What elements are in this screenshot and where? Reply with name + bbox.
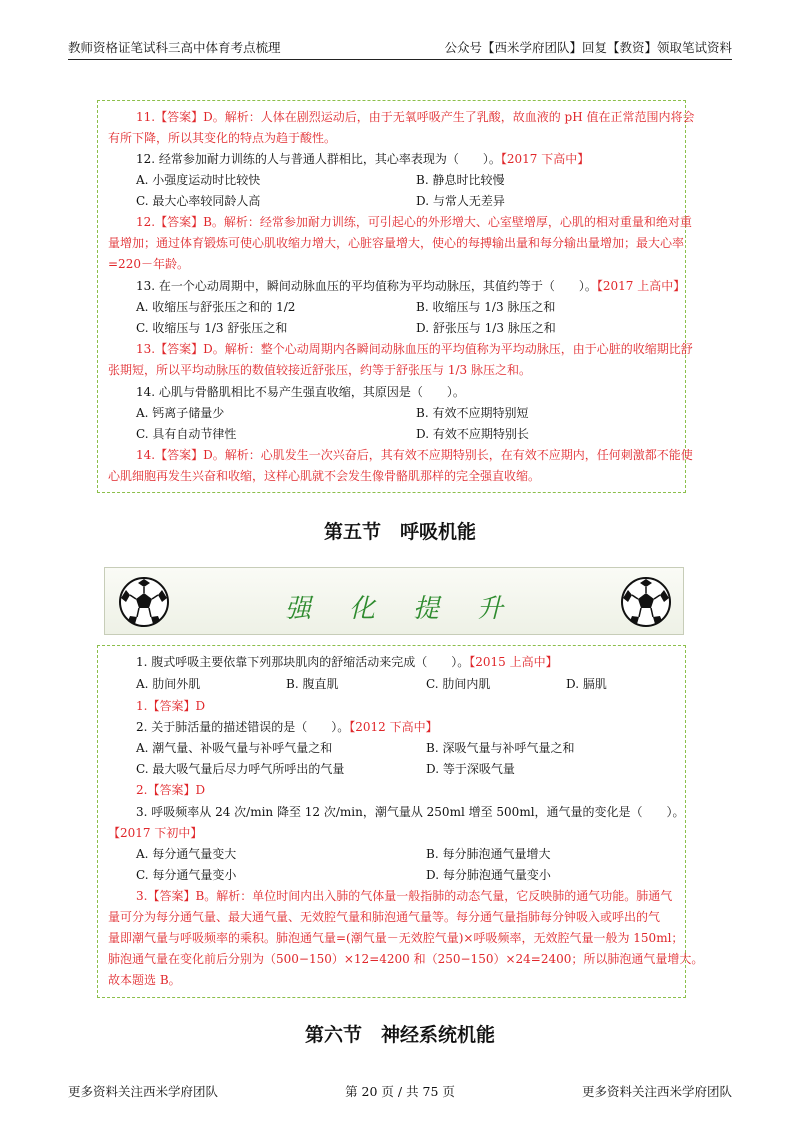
q13-answer-line-1: 13.【答案】D。解析：整个心动周期内各瞬间动脉血压的平均值称为平均动脉压，由于心脏的收缩期比舒 [136, 342, 693, 356]
q2-option-a: A. 潮气量、补吸气量与补呼气量之和 [136, 741, 333, 755]
q3-answer-line-2: 量可分为每分通气量、最大通气量、无效腔气量和肺泡通气量等。每分通气量指肺每分钟吸入或呼出的气 [108, 910, 661, 924]
q3-answer-line-5: 故本题选 B。 [108, 973, 181, 987]
q1-option-d: D. 膈肌 [566, 677, 607, 691]
banner-strengthen [104, 567, 684, 635]
q3-answer-line-4: 肺泡通气量在变化前后分别为（500−150）×12=4200 和（250−150）×24=2400；所以肺泡通气量增大。 [108, 952, 704, 966]
q2-option-b: B. 深吸气量与补呼气量之和 [426, 741, 575, 755]
q13-answer-line-2: 张期短，所以平均动脉压的数值较接近舒张压，约等于舒张压与 1/3 脉压之和。 [108, 363, 531, 377]
q13-option-b: B. 收缩压与 1/3 脉压之和 [416, 300, 556, 314]
q13-option-d: D. 舒张压与 1/3 脉压之和 [416, 321, 556, 335]
q14-answer-line-2: 心肌细胞再发生兴奋和收缩，这样心肌就不会发生像骨骼肌那样的完全强直收缩。 [108, 469, 541, 483]
q14-stem: 14. 心肌与骨骼肌相比不易产生强直收缩，其原因是（ ）。 [136, 385, 465, 399]
q14-answer-line-1: 14.【答案】D。解析：心肌发生一次兴奋后，其有效不应期特别长，在有效不应期内，任何刺激都不能使 [136, 448, 693, 462]
banner-text: 强化提升 [284, 594, 541, 624]
q1-option-b: B. 腹直肌 [286, 677, 339, 691]
q2-tag: 【2012 下高中】 [349, 720, 438, 734]
q3-option-a: A. 每分通气量变大 [136, 847, 237, 861]
q12-text: 12. 经常参加耐力训练的人与普通人群相比，其心率表现为（ ）。 [136, 152, 501, 166]
q2-answer: 2.【答案】D [136, 783, 206, 797]
q1-answer: 1.【答案】D [136, 699, 206, 713]
q12-option-d: D. 与常人无差异 [416, 194, 505, 208]
header-left-title: 教师资格证笔试科三高中体育考点梳理 [68, 40, 281, 55]
q12-option-c: C. 最大心率较同龄人高 [136, 194, 261, 208]
section-title-respiration: 第五节 呼吸机能 [323, 521, 476, 543]
q2-stem [108, 717, 685, 737]
page-number: 第 20 页 / 共 75 页 [345, 1084, 455, 1099]
page-header [68, 38, 732, 60]
q2-text: 2. 关于肺活量的描述错误的是（ ）。 [136, 720, 350, 734]
q1-text: 1. 腹式呼吸主要依靠下列那块肌肉的舒缩活动来完成（ ）。 [136, 655, 470, 669]
q12-answer-line-2: 量增加；通过体育锻炼可使心肌收缩力增大，心脏容量增大，使心的每搏输出量和每分输出量增加；最大心率 [108, 236, 685, 250]
section-title-nervous-system: 第六节 神经系统机能 [304, 1024, 495, 1046]
q3-answer-line-1: 3.【答案】B。解析：单位时间内出入肺的气体量一般指肺的动态气量，它反映肺的通气功能。肺通气 [136, 889, 673, 903]
q14-option-b: B. 有效不应期特别短 [416, 406, 529, 420]
q12-option-b: B. 静息时比较慢 [416, 173, 505, 187]
footer-right: 更多资料关注西米学府团队 [581, 1084, 732, 1099]
q13-tag: 【2017 上高中】 [596, 279, 686, 293]
q1-tag: 【2015 上高中】 [469, 655, 558, 669]
q2-option-c: C. 最大吸气量后尽力呼气所呼出的气量 [136, 762, 345, 776]
q13-stem [108, 276, 685, 296]
q3-option-b: B. 每分肺泡通气量增大 [426, 847, 551, 861]
q11-answer-line-1: 11.【答案】D。解析：人体在剧烈运动后，由于无氧呼吸产生了乳酸，故血液的 pH 值在正常范围内将会 [136, 110, 695, 124]
q11-answer-line-2: 有所下降，所以其变化的特点为趋于酸性。 [108, 131, 337, 145]
q2-option-d: D. 等于深吸气量 [426, 762, 515, 776]
q3-tag: 【2017 下初中】 [108, 826, 203, 840]
q13-option-c: C. 收缩压与 1/3 舒张压之和 [136, 321, 288, 335]
soccer-ball-icon [118, 576, 170, 628]
soccer-ball-icon [620, 576, 672, 628]
q12-stem [108, 149, 685, 169]
q1-option-c: C. 肋间内肌 [426, 677, 491, 691]
q12-answer-line-3: =220－年龄。 [108, 257, 189, 271]
q14-option-a: A. 钙离子储量少 [136, 406, 225, 420]
q12-tag: 【2017 下高中】 [500, 152, 590, 166]
questions-box-respiration [97, 645, 704, 998]
header-right-note: 公众号【西米学府团队】回复【教资】领取笔试资料 [444, 40, 732, 55]
q13-option-a: A. 收缩压与舒张压之和的 1/2 [136, 300, 296, 314]
questions-box-heart [97, 100, 695, 493]
q1-option-a: A. 肋间外肌 [136, 677, 201, 691]
q1-stem [108, 652, 685, 672]
q3-answer-line-3: 量即潮气量与呼吸频率的乘积。肺泡通气量=(潮气量－无效腔气量)×呼吸频率，无效腔气量一般为 150ml； [108, 931, 684, 945]
q3-option-d: D. 每分肺泡通气量变小 [426, 868, 551, 882]
q12-option-a: A. 小强度运动时比较快 [136, 173, 261, 187]
q14-option-d: D. 有效不应期特别长 [416, 427, 529, 441]
q13-text: 13. 在一个心动周期中，瞬间动脉血压的平均值称为平均动脉压，其值约等于（ ）。 [136, 279, 597, 293]
q3-stem: 3. 呼吸频率从 24 次/min 降至 12 次/min，潮气量从 250ml 增至 500ml，通气量的变化是（ ）。 [136, 805, 685, 819]
q3-option-c: C. 每分通气量变小 [136, 868, 237, 882]
q12-answer-line-1: 12.【答案】B。解析：经常参加耐力训练，可引起心的外形增大、心室壁增厚，心肌的相对重量和绝对重 [136, 215, 692, 229]
footer-left: 更多资料关注西米学府团队 [68, 1084, 219, 1099]
q14-option-c: C. 具有自动节律性 [136, 427, 237, 441]
